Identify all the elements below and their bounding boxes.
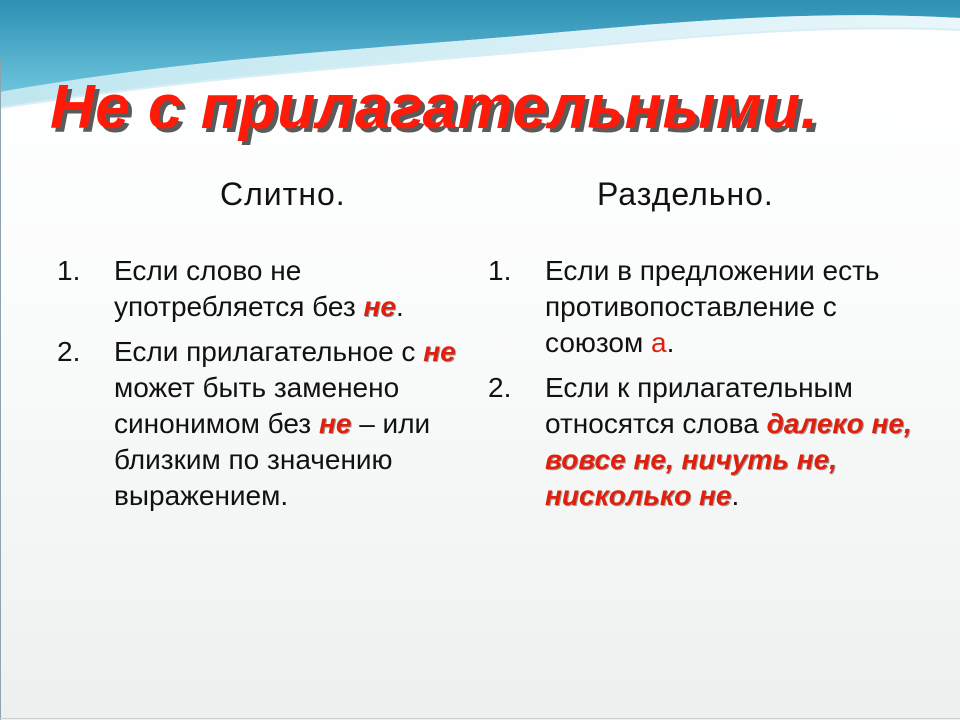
highlight-phrases: далеко не, вовсе не, ничуть не, нисколько не xyxy=(545,408,912,511)
rule-number: 2. xyxy=(488,372,512,403)
rule-number: 2. xyxy=(57,336,81,367)
rules-list-separate xyxy=(488,253,928,523)
highlight-conjunction-a: а xyxy=(651,327,667,358)
frame-bottom-line xyxy=(0,718,960,719)
rule-text-part: Если прилагательное с xyxy=(114,336,424,367)
rule-number: 1. xyxy=(57,255,81,286)
rule-text-part: может быть заменено синонимом без xyxy=(114,372,400,439)
rule-item xyxy=(57,334,477,514)
highlight-ne: не xyxy=(363,291,396,322)
rule-text-part: Если к прилагательным относятся слова xyxy=(545,372,853,439)
rule-item xyxy=(488,370,928,514)
rule-text-part: – или близким по значению выражением. xyxy=(114,408,431,511)
frame-left-line xyxy=(0,60,1,720)
column-heading-together: Слитно. xyxy=(220,176,346,212)
slide-title: Не с прилагательными. xyxy=(50,73,819,142)
highlight-ne: не xyxy=(318,408,352,439)
rule-item xyxy=(57,253,477,325)
rules-list-together xyxy=(57,253,477,523)
rule-text-part: Если в предложении есть противопоставление с союзом xyxy=(545,255,880,358)
column-heading-separate: Раздельно. xyxy=(597,176,774,212)
rule-text-part: . xyxy=(395,291,404,322)
rule-text-part: . xyxy=(666,327,675,358)
rule-text-part: Если слово не употребляется без xyxy=(114,255,364,322)
rule-text xyxy=(545,253,928,361)
highlight-ne: не xyxy=(423,336,456,367)
rule-text-part: . xyxy=(731,480,740,511)
rule-item xyxy=(488,253,928,361)
rule-number: 1. xyxy=(488,255,512,286)
rule-text xyxy=(545,370,928,514)
rule-text xyxy=(114,334,477,514)
rule-text xyxy=(114,253,477,325)
